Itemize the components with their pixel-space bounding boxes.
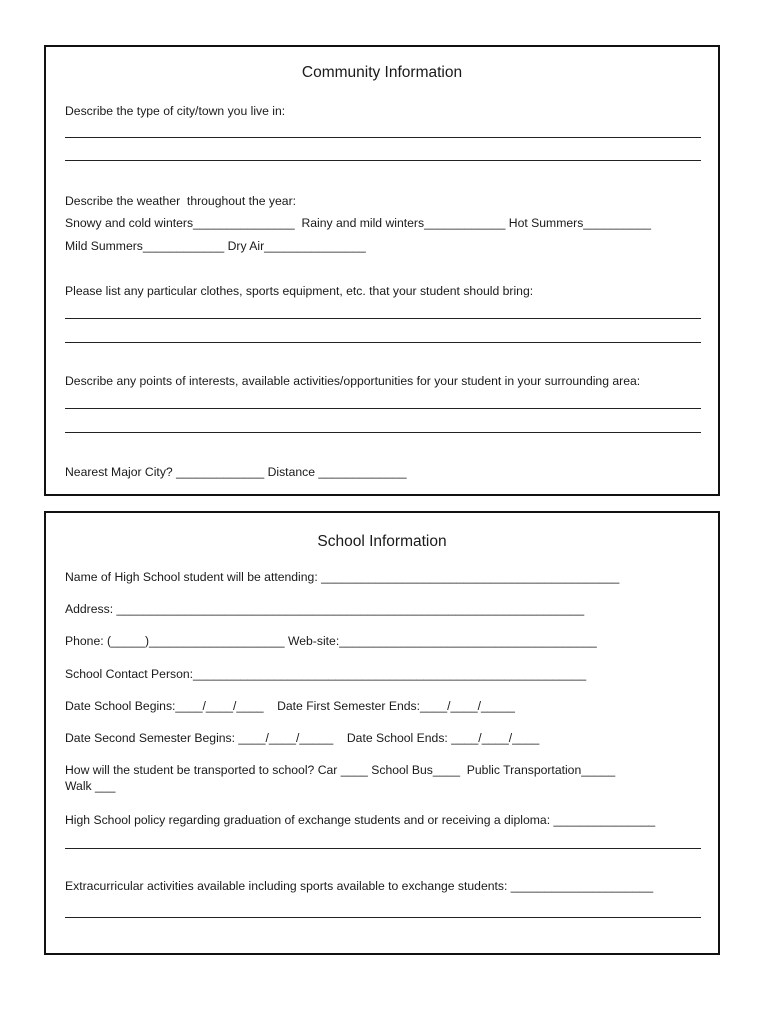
extracurricular-field[interactable]: Extracurricular activities available including sports available to exchange students: _____________________ <box>65 879 654 893</box>
contact-person-field[interactable]: School Contact Person:__________________________________________________________ <box>65 667 587 681</box>
phone-website-field[interactable]: Phone: (_____)____________________ Web-site:______________________________________ <box>65 634 597 648</box>
school-dates-row-2[interactable]: Date Second Semester Begins: ____/____/_____ Date School Ends: ____/____/____ <box>65 731 540 745</box>
clothes-answer-line-2[interactable] <box>65 342 701 343</box>
clothes-label: Please list any particular clothes, sports equipment, etc. that your student should bring: <box>65 284 534 298</box>
school-title: School Information <box>317 533 447 550</box>
transport-options-row-2[interactable]: Walk ___ <box>65 779 116 793</box>
city-type-label: Describe the type of city/town you live in: <box>65 104 286 118</box>
clothes-answer-line-1[interactable] <box>65 318 701 319</box>
community-information-section <box>44 45 720 496</box>
graduation-policy-field[interactable]: High School policy regarding graduation of exchange students and or receiving a diploma: _______________ <box>65 813 656 827</box>
extracurricular-answer-line[interactable] <box>65 917 701 918</box>
community-title: Community Information <box>301 64 463 81</box>
transport-options-row-1[interactable]: How will the student be transported to school? Car ____ School Bus____ Public Transportation_____ <box>65 763 616 777</box>
weather-label: Describe the weather throughout the year: <box>65 194 297 208</box>
interests-answer-line-1[interactable] <box>65 408 701 409</box>
interests-answer-line-2[interactable] <box>65 432 701 433</box>
nearest-city-field[interactable]: Nearest Major City? _____________ Distance _____________ <box>65 465 407 479</box>
city-type-answer-line-1[interactable] <box>65 137 701 138</box>
interests-label: Describe any points of interests, available activities/opportunities for your student in your surrounding area: <box>65 374 641 388</box>
city-type-answer-line-2[interactable] <box>65 160 701 161</box>
weather-options-row-1[interactable]: Snowy and cold winters_______________ Rainy and mild winters____________ Hot Summers__________ <box>65 216 652 230</box>
school-name-field[interactable]: Name of High School student will be attending: ____________________________________________ <box>65 570 620 584</box>
school-information-section <box>44 511 720 955</box>
graduation-policy-answer-line[interactable] <box>65 848 701 849</box>
address-field[interactable]: Address: _____________________________________________________________________ <box>65 602 585 616</box>
school-dates-row-1[interactable]: Date School Begins:____/____/____ Date First Semester Ends:____/____/_____ <box>65 699 515 713</box>
weather-options-row-2[interactable]: Mild Summers____________ Dry Air_______________ <box>65 239 366 253</box>
